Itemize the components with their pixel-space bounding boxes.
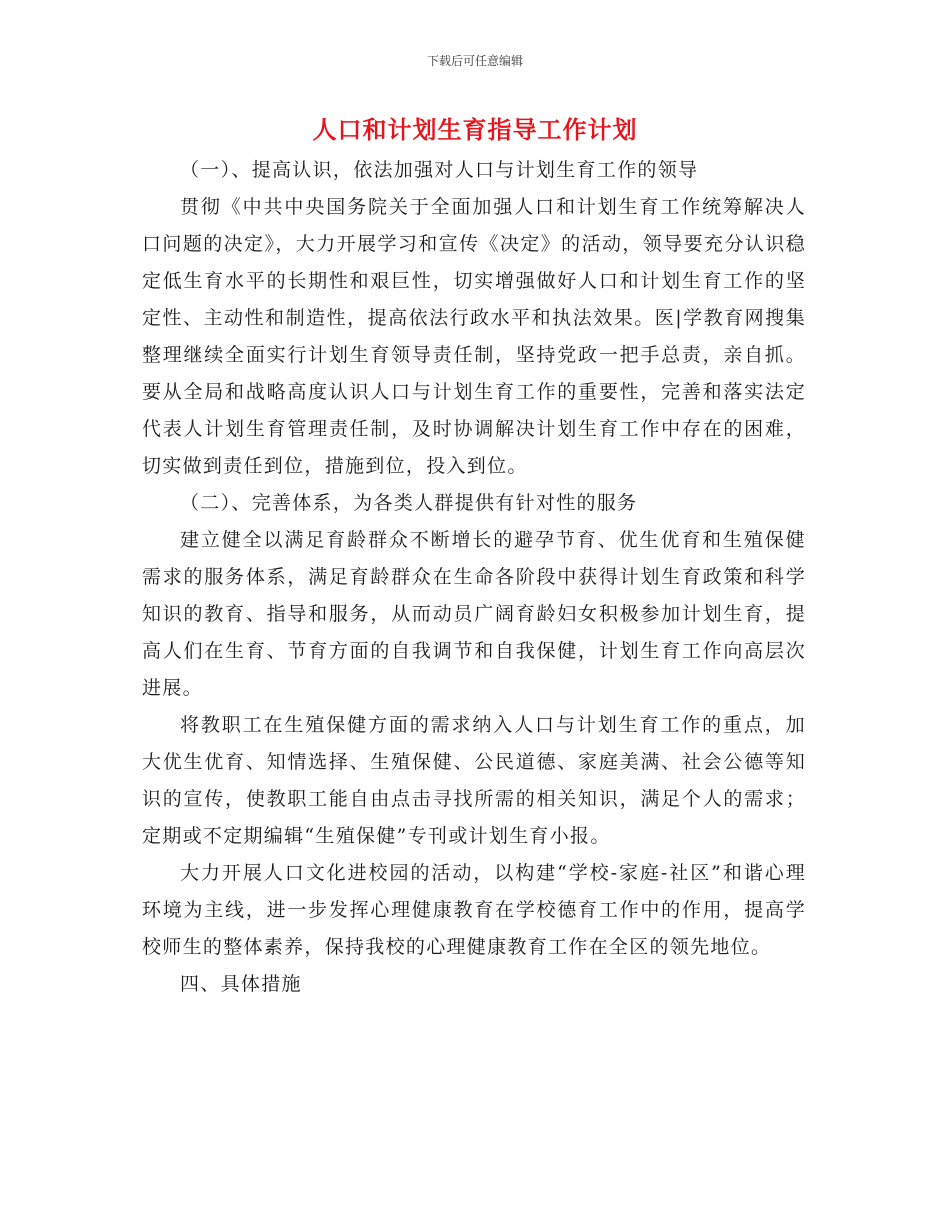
document-title: 人口和计划生育指导工作计划 [312,116,638,144]
paragraph-3: 将教职工在生殖保健方面的需求纳入人口与计划生育工作的重点，加大优生优育、知情选择、生殖保健、公民道德、家庭美满、社会公德等知识的宣传，使教职工能自由点击寻找所需的相关知识，满足个人的需求；定期或不定期编辑“生殖保健”专刊或计划生育小报。 [142,714,806,847]
document-body [142,152,806,1003]
paragraph-1: 贯彻《中共中央国务院关于全面加强人口和计划生育工作统筹解决人口问题的决定》，大力开展学习和宣传《决定》的活动，领导要充分认识稳定低生育水平的长期性和艰巨性，切实增强做好人口和计划生育工作的坚定性、主动性和制造性，提高依法行政水平和执法效果。医|学教育网搜集整理继续全面实行计划生育领导责任制，坚持党政一把手总责，亲自抓。要从全局和战略高度认识人口与计划生育工作的重要性，完善和落实法定代表人计划生育管理责任制，及时协调解决计划生育工作中存在的困难，切实做到责任到位，措施到位，投入到位。 [142,196,806,477]
paragraph-2: 建立健全以满足育龄群众不断增长的避孕节育、优生优育和生殖保健需求的服务体系，满足育龄群众在生命各阶段中获得计划生育政策和科学知识的教育、指导和服务，从而动员广阔育龄妇女积极参加计划生育，提高人们在生育、节育方面的自我调节和自我保健，计划生育工作向高层次进展。 [142,529,806,699]
section-heading-2: （二）、完善体系，为各类人群提供有针对性的服务 [180,492,638,514]
section-heading-4: 四、具体措施 [180,973,302,995]
section-heading-1: （一）、提高认识，依法加强对人口与计划生育工作的领导 [180,159,699,181]
header-note: 下载后可任意编辑 [426,54,523,68]
paragraph-4: 大力开展人口文化进校园的活动，以构建“学校-家庭-社区”和谐心理环境为主线，进一步发挥心理健康教育在学校德育工作中的作用，提高学校师生的整体素养，保持我校的心理健康教育工作在全区的领先地位。 [142,862,806,958]
